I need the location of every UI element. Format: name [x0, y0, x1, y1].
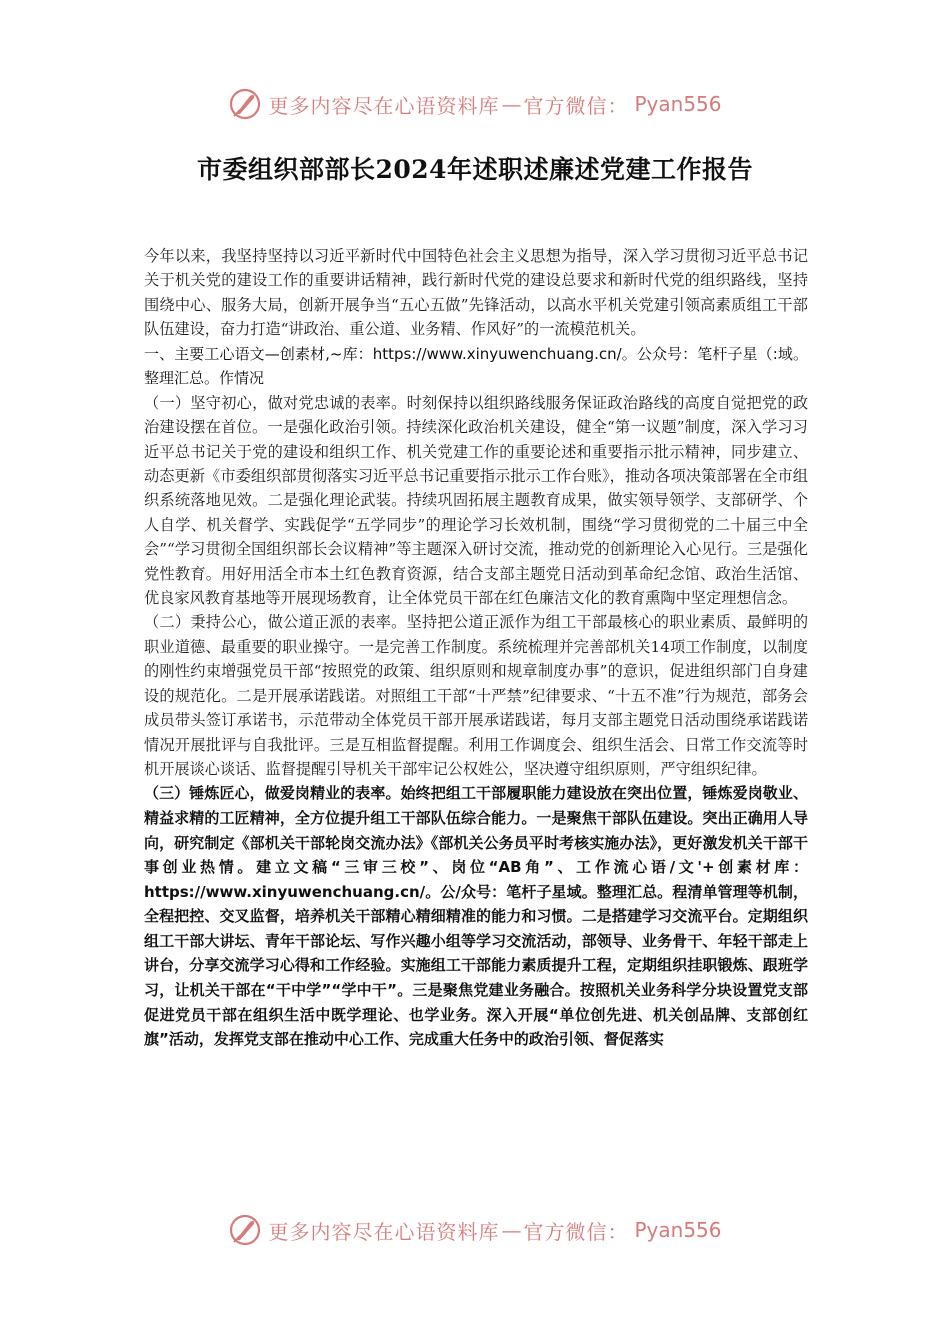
- banner-wechat-label: 官方微信：: [523, 1219, 629, 1244]
- paragraph-section-2: （二）秉持公心，做公道正派的表率。坚持把公道正派作为组工干部最核心的职业素质、最鲜明的职业道德、最重要的职业操守。一是完善工作制度。系统梳理并完善部机关14项工作制度，以制度的刚性约束增强党员干部“按照党的政策、组织原则和规章制度办事”的意识，促进组织部门自身建设的规范化。二是开展承诺践诺。对照组工干部“十严禁”纪律要求、“十五不准”行为规范，部务会成员带头签订承诺书，示范带动全体党员干部开展承诺践诺，每月支部主题党日活动围绕承诺践诺情况开展批评与自我批评。三是互相监督提醒。利用工作调度会、组织生活会、日常工作交流等时机开展谈心谈话、监督提醒引导机关干部牢记公权姓公，坚决遵守组织原则，严守组织纪律。: [144, 613, 808, 778]
- quill-pen-logo-icon: [228, 1213, 262, 1247]
- quill-pen-logo-icon: [228, 87, 262, 121]
- banner-text: 更多内容尽在心语资料库: [268, 93, 500, 118]
- paragraph-intro: 今年以来，我坚持坚持以习近平新时代中国特色社会主义思想为指导，深入学习贯彻习近平总书记关于机关党的建设工作的重要讲话精神，践行新时代党的建设总要求和新时代党的组织路线，坚持围绕中心、服务大局，创新开展争当“五心五做”先锋活动，以高水平机关党建引领高素质组工干部队伍建设，奋力打造“讲政治、重公道、业务精、作风好”的一流模范机关。: [144, 247, 808, 339]
- banner-separator: —: [501, 92, 522, 116]
- banner-separator: —: [501, 1218, 522, 1242]
- paragraph-section-1: （一）坚守初心，做对党忠诚的表率。时刻保持以组织路线服务保证政治路线的高度自觉把党的政治建设摆在首位。一是强化政治引领。持续深化政治机关建设，健全“第一议题”制度，深入学习习近平总书记关于党的建设和组织工作、机关党建工作的重要论述和重要指示批示精神，同步建立、动态更新《市委组织部贯彻落实习近平总书记重要指示批示工作台账》，推动各项决策部署在全市组织系统落地见效。二是强化理论武装。持续巩固拓展主题教育成果，做实领导领学、支部研学、个人自学、机关督学、实践促学“五学同步”的理论学习长效机制，围绕“学习贯彻党的二十届三中全会”“学习贯彻全国组织部长会议精神”等主题深入研讨交流，推动党的创新理论入心见行。三是强化党性教育。用好用活全市本土红色教育资源，结合支部主题党日活动到革命纪念馆、政治生活馆、优良家风教育基地等开展现场教育，让全体党员干部在红色廉洁文化的教育熏陶中坚定理想信念。: [144, 393, 808, 608]
- banner-wechat-id: Pyan556: [634, 1218, 722, 1242]
- banner-wechat-id: Pyan556: [634, 92, 722, 116]
- footer-watermark-banner: [0, 1210, 950, 1250]
- document-title: 市委组织部部长2024年述职述廉述党建工作报告: [196, 155, 754, 184]
- paragraph-section-3: （三）锤炼匠心，做爱岗精业的表率。始终把组工干部履职能力建设放在突出位置，锤炼爱岗敬业、精益求精的工匠精神，全方位提升组工干部队伍综合能力。一是聚焦干部队伍建设。突出正确用人导向，研究制定《部机关干部轮岗交流办法》《部机关公务员平时考核实施办法》，更好激发机关干部干事创业热情。建立文稿“三审三校”、岗位“AB角”、工作流心语/文'+创素材库：https://www.xinyuwenchuang.cn/。公/众号：笔杆子星域。整理汇总。程清单管理等机制，全程把控、交叉监督，培养机关干部精心精细精准的能力和习惯。二是搭建学习交流平台。定期组织组工干部大讲坛、青年干部论坛、写作兴趣小组等学习交流活动，部领导、业务骨干、年轻干部走上讲台，分享交流学习心得和工作经验。实施组工干部能力素质提升工程，定期组织挂职锻炼、跟班学习，让机关干部在“干中学”“学中干”。三是聚焦党建业务融合。按照机关业务科学分块设置党支部促进党员干部在组织生活中既学理论、也学业务。深入开展“单位创先进、机关创品牌、支部创红旗”活动，发挥党支部在推动中心工作、完成重大任务中的政治引领、督促落实: [144, 784, 808, 1049]
- section-heading-1: 一、主要工心语文—创素材,~库：https://www.xinyuwenchuang.cn/。公众号：笔杆子星（:域。整理汇总。作情况: [144, 344, 808, 388]
- banner-wechat-label: 官方微信：: [523, 93, 629, 118]
- banner-text: 更多内容尽在心语资料库: [268, 1219, 500, 1244]
- document-body: [144, 244, 808, 1188]
- header-watermark-banner: [0, 84, 950, 124]
